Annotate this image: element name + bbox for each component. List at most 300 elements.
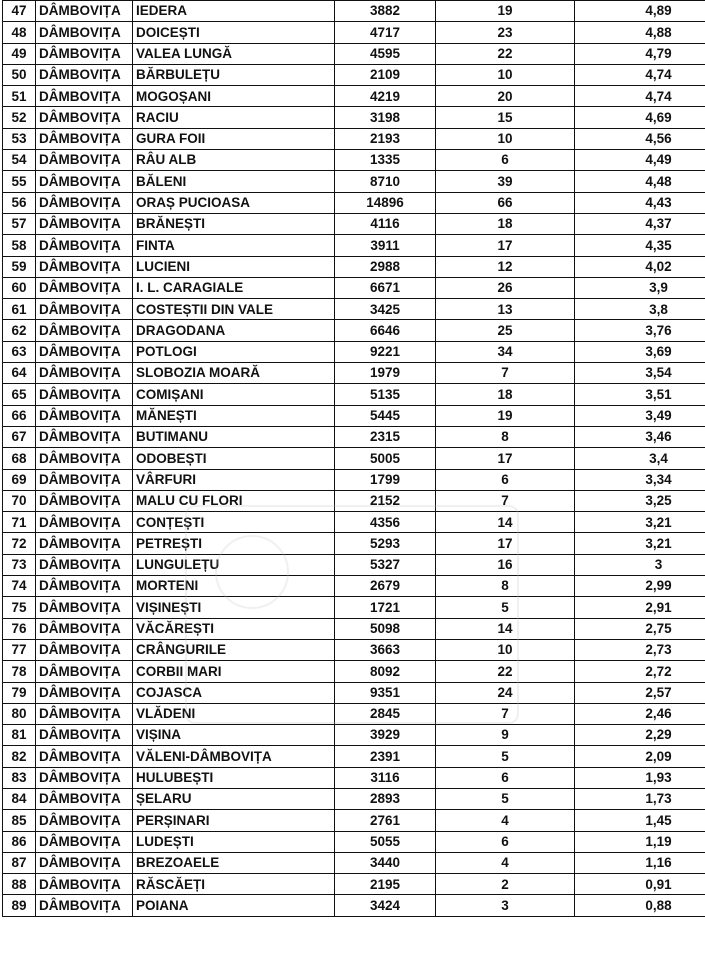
- cases-cell: 2: [436, 874, 575, 895]
- locality-cell: BREZOAELE: [133, 852, 335, 873]
- rate-cell: 3,8: [575, 299, 705, 320]
- table-row: [3, 725, 705, 746]
- rate-cell: 3,49: [575, 405, 705, 426]
- population-cell: 9351: [335, 682, 436, 703]
- table-row: [3, 64, 705, 85]
- table-row: [3, 128, 705, 149]
- county-cell: DÂMBOVIȚA: [36, 128, 133, 149]
- localities-table: [2, 0, 705, 917]
- county-cell: DÂMBOVIȚA: [36, 788, 133, 809]
- rate-cell: 4,74: [575, 64, 705, 85]
- row-number-cell: 47: [3, 1, 36, 22]
- county-cell: DÂMBOVIȚA: [36, 256, 133, 277]
- rate-cell: 3,51: [575, 384, 705, 405]
- row-number-cell: 48: [3, 22, 36, 43]
- population-cell: 1721: [335, 597, 436, 618]
- locality-cell: RĂSCĂEȚI: [133, 874, 335, 895]
- rate-cell: 1,45: [575, 810, 705, 831]
- rate-cell: 4,79: [575, 43, 705, 64]
- row-number-cell: 74: [3, 576, 36, 597]
- population-cell: 1979: [335, 363, 436, 384]
- table-row: [3, 831, 705, 852]
- table-row: [3, 788, 705, 809]
- cases-cell: 19: [436, 405, 575, 426]
- population-cell: 3440: [335, 852, 436, 873]
- table-row: [3, 469, 705, 490]
- locality-cell: BUTIMANU: [133, 426, 335, 447]
- table-row: [3, 533, 705, 554]
- locality-cell: CRÂNGURILE: [133, 639, 335, 660]
- county-cell: DÂMBOVIȚA: [36, 533, 133, 554]
- rate-cell: 4,48: [575, 171, 705, 192]
- cases-cell: 4: [436, 852, 575, 873]
- cases-cell: 6: [436, 150, 575, 171]
- cases-cell: 9: [436, 725, 575, 746]
- county-cell: DÂMBOVIȚA: [36, 874, 133, 895]
- locality-cell: MĂNEȘTI: [133, 405, 335, 426]
- rate-cell: 4,43: [575, 192, 705, 213]
- cases-cell: 8: [436, 576, 575, 597]
- cases-cell: 14: [436, 618, 575, 639]
- row-number-cell: 58: [3, 235, 36, 256]
- county-cell: DÂMBOVIȚA: [36, 703, 133, 724]
- county-cell: DÂMBOVIȚA: [36, 384, 133, 405]
- population-cell: 5445: [335, 405, 436, 426]
- county-cell: DÂMBOVIȚA: [36, 299, 133, 320]
- cases-cell: 17: [436, 448, 575, 469]
- county-cell: DÂMBOVIȚA: [36, 725, 133, 746]
- cases-cell: 15: [436, 107, 575, 128]
- table-row: [3, 576, 705, 597]
- rate-cell: 3,69: [575, 341, 705, 362]
- rate-cell: 3,46: [575, 426, 705, 447]
- county-cell: DÂMBOVIȚA: [36, 490, 133, 511]
- row-number-cell: 68: [3, 448, 36, 469]
- table-row: [3, 299, 705, 320]
- cases-cell: 23: [436, 22, 575, 43]
- table-row: [3, 256, 705, 277]
- locality-cell: VLĂDENI: [133, 703, 335, 724]
- cases-cell: 24: [436, 682, 575, 703]
- population-cell: 3911: [335, 235, 436, 256]
- cases-cell: 25: [436, 320, 575, 341]
- population-cell: 5098: [335, 618, 436, 639]
- cases-cell: 10: [436, 639, 575, 660]
- locality-cell: BRĂNEȘTI: [133, 213, 335, 234]
- population-cell: 1335: [335, 150, 436, 171]
- row-number-cell: 87: [3, 852, 36, 873]
- table-row: [3, 661, 705, 682]
- row-number-cell: 59: [3, 256, 36, 277]
- table-row: [3, 171, 705, 192]
- locality-cell: DRAGODANA: [133, 320, 335, 341]
- table-row: [3, 618, 705, 639]
- table-row: [3, 405, 705, 426]
- population-cell: 2845: [335, 703, 436, 724]
- rate-cell: 4,89: [575, 1, 705, 22]
- locality-cell: PERȘINARI: [133, 810, 335, 831]
- table-row: [3, 512, 705, 533]
- county-cell: DÂMBOVIȚA: [36, 43, 133, 64]
- rate-cell: 1,93: [575, 767, 705, 788]
- county-cell: DÂMBOVIȚA: [36, 107, 133, 128]
- county-cell: DÂMBOVIȚA: [36, 576, 133, 597]
- county-cell: DÂMBOVIȚA: [36, 1, 133, 22]
- row-number-cell: 63: [3, 341, 36, 362]
- county-cell: DÂMBOVIȚA: [36, 192, 133, 213]
- table-row: [3, 192, 705, 213]
- population-cell: 6671: [335, 277, 436, 298]
- table-row: [3, 107, 705, 128]
- population-cell: 2152: [335, 490, 436, 511]
- row-number-cell: 61: [3, 299, 36, 320]
- population-cell: 2193: [335, 128, 436, 149]
- row-number-cell: 86: [3, 831, 36, 852]
- county-cell: DÂMBOVIȚA: [36, 426, 133, 447]
- row-number-cell: 75: [3, 597, 36, 618]
- table-row: [3, 682, 705, 703]
- row-number-cell: 72: [3, 533, 36, 554]
- rate-cell: 4,02: [575, 256, 705, 277]
- cases-cell: 17: [436, 533, 575, 554]
- population-cell: 2195: [335, 874, 436, 895]
- county-cell: DÂMBOVIȚA: [36, 639, 133, 660]
- locality-cell: PETREȘTI: [133, 533, 335, 554]
- locality-cell: FINTA: [133, 235, 335, 256]
- table-row: [3, 448, 705, 469]
- row-number-cell: 77: [3, 639, 36, 660]
- county-cell: DÂMBOVIȚA: [36, 363, 133, 384]
- locality-cell: BĂRBULEȚU: [133, 64, 335, 85]
- county-cell: DÂMBOVIȚA: [36, 746, 133, 767]
- population-cell: 3663: [335, 639, 436, 660]
- rate-cell: 3,54: [575, 363, 705, 384]
- population-cell: 3882: [335, 1, 436, 22]
- county-cell: DÂMBOVIȚA: [36, 618, 133, 639]
- row-number-cell: 89: [3, 895, 36, 916]
- table-row: [3, 426, 705, 447]
- locality-cell: POTLOGI: [133, 341, 335, 362]
- row-number-cell: 78: [3, 661, 36, 682]
- rate-cell: 4,69: [575, 107, 705, 128]
- table-row: [3, 639, 705, 660]
- row-number-cell: 62: [3, 320, 36, 341]
- county-cell: DÂMBOVIȚA: [36, 895, 133, 916]
- table-row: [3, 363, 705, 384]
- row-number-cell: 53: [3, 128, 36, 149]
- table-row: [3, 384, 705, 405]
- rate-cell: 3,34: [575, 469, 705, 490]
- population-cell: 5055: [335, 831, 436, 852]
- population-cell: 4717: [335, 22, 436, 43]
- row-number-cell: 69: [3, 469, 36, 490]
- locality-cell: VALEA LUNGĂ: [133, 43, 335, 64]
- table-row: [3, 810, 705, 831]
- population-cell: 3116: [335, 767, 436, 788]
- table-row: [3, 86, 705, 107]
- table-row: [3, 22, 705, 43]
- rate-cell: 3,21: [575, 533, 705, 554]
- table-row: [3, 852, 705, 873]
- rate-cell: 0,88: [575, 895, 705, 916]
- cases-cell: 10: [436, 64, 575, 85]
- cases-cell: 12: [436, 256, 575, 277]
- population-cell: 2391: [335, 746, 436, 767]
- table-row: [3, 43, 705, 64]
- population-cell: 5135: [335, 384, 436, 405]
- row-number-cell: 80: [3, 703, 36, 724]
- rate-cell: 2,72: [575, 661, 705, 682]
- population-cell: 14896: [335, 192, 436, 213]
- cases-cell: 18: [436, 384, 575, 405]
- row-number-cell: 57: [3, 213, 36, 234]
- table-body: [3, 1, 705, 917]
- county-cell: DÂMBOVIȚA: [36, 661, 133, 682]
- county-cell: DÂMBOVIȚA: [36, 171, 133, 192]
- cases-cell: 6: [436, 767, 575, 788]
- population-cell: 5005: [335, 448, 436, 469]
- table-row: [3, 320, 705, 341]
- population-cell: 9221: [335, 341, 436, 362]
- county-cell: DÂMBOVIȚA: [36, 22, 133, 43]
- cases-cell: 13: [436, 299, 575, 320]
- cases-cell: 5: [436, 788, 575, 809]
- row-number-cell: 88: [3, 874, 36, 895]
- table-row: [3, 213, 705, 234]
- table-row: [3, 597, 705, 618]
- rate-cell: 4,37: [575, 213, 705, 234]
- cases-cell: 17: [436, 235, 575, 256]
- table-row: [3, 277, 705, 298]
- population-cell: 2988: [335, 256, 436, 277]
- locality-cell: LUDEȘTI: [133, 831, 335, 852]
- table-row: [3, 746, 705, 767]
- locality-cell: GURA FOII: [133, 128, 335, 149]
- table-row: [3, 554, 705, 575]
- row-number-cell: 52: [3, 107, 36, 128]
- rate-cell: 3,9: [575, 277, 705, 298]
- rate-cell: 3,21: [575, 512, 705, 533]
- locality-cell: MOGOȘANI: [133, 86, 335, 107]
- cases-cell: 22: [436, 661, 575, 682]
- cases-cell: 22: [436, 43, 575, 64]
- locality-cell: VÂRFURI: [133, 469, 335, 490]
- rate-cell: 4,35: [575, 235, 705, 256]
- cases-cell: 20: [436, 86, 575, 107]
- row-number-cell: 54: [3, 150, 36, 171]
- population-cell: 2315: [335, 426, 436, 447]
- locality-cell: BĂLENI: [133, 171, 335, 192]
- population-cell: 5293: [335, 533, 436, 554]
- locality-cell: MORTENI: [133, 576, 335, 597]
- county-cell: DÂMBOVIȚA: [36, 320, 133, 341]
- cases-cell: 7: [436, 703, 575, 724]
- population-cell: 4595: [335, 43, 436, 64]
- population-cell: 4356: [335, 512, 436, 533]
- rate-cell: 2,73: [575, 639, 705, 660]
- population-cell: 2679: [335, 576, 436, 597]
- locality-cell: CORBII MARI: [133, 661, 335, 682]
- locality-cell: MALU CU FLORI: [133, 490, 335, 511]
- population-cell: 3424: [335, 895, 436, 916]
- row-number-cell: 71: [3, 512, 36, 533]
- locality-cell: LUNGULEȚU: [133, 554, 335, 575]
- county-cell: DÂMBOVIȚA: [36, 277, 133, 298]
- county-cell: DÂMBOVIȚA: [36, 64, 133, 85]
- cases-cell: 7: [436, 490, 575, 511]
- row-number-cell: 83: [3, 767, 36, 788]
- locality-cell: I. L. CARAGIALE: [133, 277, 335, 298]
- row-number-cell: 66: [3, 405, 36, 426]
- county-cell: DÂMBOVIȚA: [36, 235, 133, 256]
- population-cell: 4219: [335, 86, 436, 107]
- rate-cell: 2,46: [575, 703, 705, 724]
- population-cell: 8092: [335, 661, 436, 682]
- rate-cell: 4,88: [575, 22, 705, 43]
- cases-cell: 6: [436, 469, 575, 490]
- county-cell: DÂMBOVIȚA: [36, 512, 133, 533]
- population-cell: 2893: [335, 788, 436, 809]
- county-cell: DÂMBOVIȚA: [36, 448, 133, 469]
- population-cell: 3198: [335, 107, 436, 128]
- county-cell: DÂMBOVIȚA: [36, 405, 133, 426]
- cases-cell: 39: [436, 171, 575, 192]
- rate-cell: 1,73: [575, 788, 705, 809]
- population-cell: 3425: [335, 299, 436, 320]
- row-number-cell: 55: [3, 171, 36, 192]
- row-number-cell: 70: [3, 490, 36, 511]
- row-number-cell: 56: [3, 192, 36, 213]
- locality-cell: COJASCA: [133, 682, 335, 703]
- locality-cell: VIȘINA: [133, 725, 335, 746]
- locality-cell: HULUBEȘTI: [133, 767, 335, 788]
- locality-cell: COSTEȘTII DIN VALE: [133, 299, 335, 320]
- cases-cell: 18: [436, 213, 575, 234]
- row-number-cell: 60: [3, 277, 36, 298]
- county-cell: DÂMBOVIȚA: [36, 213, 133, 234]
- cases-cell: 19: [436, 1, 575, 22]
- rate-cell: 1,19: [575, 831, 705, 852]
- cases-cell: 5: [436, 746, 575, 767]
- row-number-cell: 85: [3, 810, 36, 831]
- rate-cell: 4,49: [575, 150, 705, 171]
- locality-cell: LUCIENI: [133, 256, 335, 277]
- cases-cell: 16: [436, 554, 575, 575]
- table-row: [3, 767, 705, 788]
- cases-cell: 66: [436, 192, 575, 213]
- county-cell: DÂMBOVIȚA: [36, 831, 133, 852]
- county-cell: DÂMBOVIȚA: [36, 150, 133, 171]
- rate-cell: 2,29: [575, 725, 705, 746]
- row-number-cell: 82: [3, 746, 36, 767]
- county-cell: DÂMBOVIȚA: [36, 86, 133, 107]
- rate-cell: 2,99: [575, 576, 705, 597]
- cases-cell: 4: [436, 810, 575, 831]
- table-row: [3, 490, 705, 511]
- table-row: [3, 874, 705, 895]
- cases-cell: 6: [436, 831, 575, 852]
- locality-cell: IEDERA: [133, 1, 335, 22]
- row-number-cell: 76: [3, 618, 36, 639]
- cases-cell: 26: [436, 277, 575, 298]
- table-row: [3, 341, 705, 362]
- locality-cell: ȘELARU: [133, 788, 335, 809]
- table-row: [3, 1, 705, 22]
- cases-cell: 8: [436, 426, 575, 447]
- row-number-cell: 65: [3, 384, 36, 405]
- locality-cell: VĂCĂREȘTI: [133, 618, 335, 639]
- row-number-cell: 51: [3, 86, 36, 107]
- locality-cell: POIANA: [133, 895, 335, 916]
- locality-cell: VĂLENI-DÂMBOVIȚA: [133, 746, 335, 767]
- table-row: [3, 235, 705, 256]
- row-number-cell: 81: [3, 725, 36, 746]
- cases-cell: 7: [436, 363, 575, 384]
- population-cell: 8710: [335, 171, 436, 192]
- locality-cell: SLOBOZIA MOARĂ: [133, 363, 335, 384]
- rate-cell: 2,91: [575, 597, 705, 618]
- rate-cell: 3: [575, 554, 705, 575]
- row-number-cell: 50: [3, 64, 36, 85]
- row-number-cell: 67: [3, 426, 36, 447]
- population-cell: 6646: [335, 320, 436, 341]
- locality-cell: DOICEȘTI: [133, 22, 335, 43]
- locality-cell: CONȚEȘTI: [133, 512, 335, 533]
- row-number-cell: 73: [3, 554, 36, 575]
- cases-cell: 34: [436, 341, 575, 362]
- locality-cell: COMIȘANI: [133, 384, 335, 405]
- rate-cell: 2,57: [575, 682, 705, 703]
- row-number-cell: 64: [3, 363, 36, 384]
- row-number-cell: 84: [3, 788, 36, 809]
- rate-cell: 1,16: [575, 852, 705, 873]
- county-cell: DÂMBOVIȚA: [36, 682, 133, 703]
- county-cell: DÂMBOVIȚA: [36, 341, 133, 362]
- population-cell: 1799: [335, 469, 436, 490]
- row-number-cell: 79: [3, 682, 36, 703]
- county-cell: DÂMBOVIȚA: [36, 810, 133, 831]
- row-number-cell: 49: [3, 43, 36, 64]
- table-row: [3, 703, 705, 724]
- rate-cell: 3,4: [575, 448, 705, 469]
- locality-cell: RÂU ALB: [133, 150, 335, 171]
- population-cell: 2109: [335, 64, 436, 85]
- population-cell: 5327: [335, 554, 436, 575]
- population-cell: 3929: [335, 725, 436, 746]
- rate-cell: 4,56: [575, 128, 705, 149]
- rate-cell: 2,09: [575, 746, 705, 767]
- rate-cell: 4,74: [575, 86, 705, 107]
- population-cell: 2761: [335, 810, 436, 831]
- rate-cell: 3,76: [575, 320, 705, 341]
- rate-cell: 3,25: [575, 490, 705, 511]
- locality-cell: ORAȘ PUCIOASA: [133, 192, 335, 213]
- population-cell: 4116: [335, 213, 436, 234]
- locality-cell: RACIU: [133, 107, 335, 128]
- county-cell: DÂMBOVIȚA: [36, 767, 133, 788]
- rate-cell: 0,91: [575, 874, 705, 895]
- cases-cell: 14: [436, 512, 575, 533]
- county-cell: DÂMBOVIȚA: [36, 597, 133, 618]
- county-cell: DÂMBOVIȚA: [36, 852, 133, 873]
- cases-cell: 5: [436, 597, 575, 618]
- table-row: [3, 150, 705, 171]
- cases-cell: 10: [436, 128, 575, 149]
- locality-cell: VIȘINEȘTI: [133, 597, 335, 618]
- table-row: [3, 895, 705, 916]
- county-cell: DÂMBOVIȚA: [36, 554, 133, 575]
- rate-cell: 2,75: [575, 618, 705, 639]
